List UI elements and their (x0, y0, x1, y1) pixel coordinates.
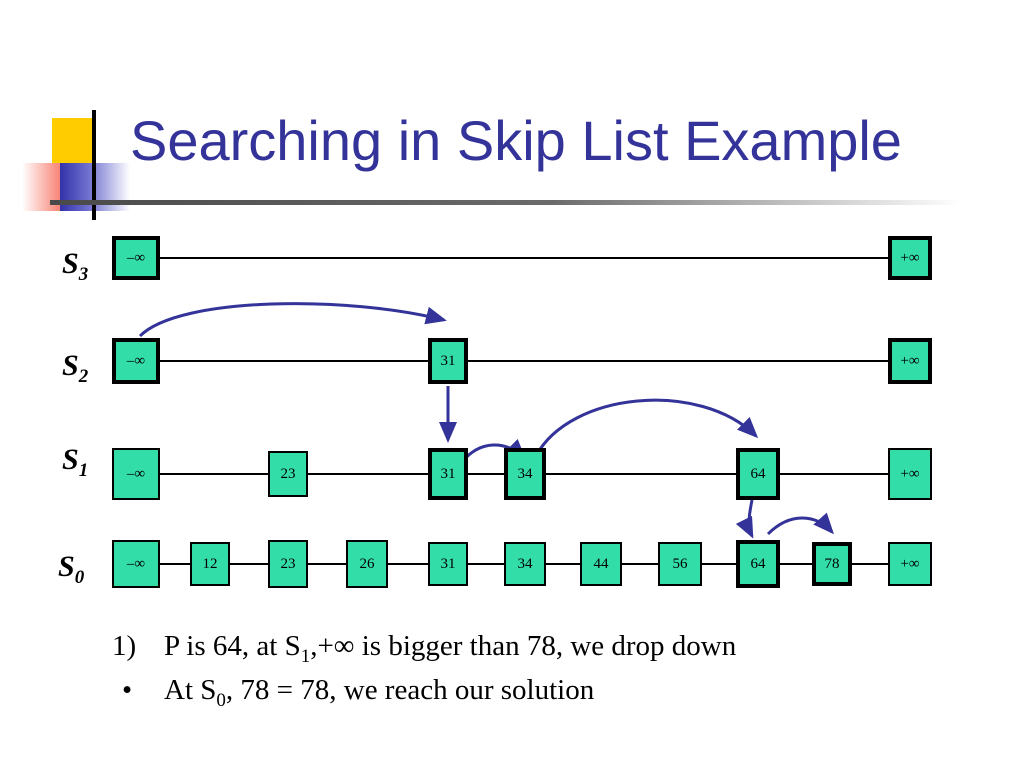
skip-node: +∞ (888, 236, 932, 280)
skip-node: –∞ (112, 338, 160, 384)
skip-node: 78 (812, 542, 852, 586)
skip-node: 26 (346, 540, 388, 588)
skip-node: 23 (268, 451, 308, 497)
skip-node: 34 (504, 542, 546, 586)
skip-node: –∞ (112, 540, 160, 588)
skip-node: 12 (190, 542, 230, 586)
skip-node: 64 (736, 540, 780, 588)
bullet-item (112, 674, 992, 712)
skip-node: +∞ (888, 448, 932, 500)
skip-node: 31 (428, 542, 468, 586)
skip-node: 31 (428, 448, 468, 500)
bullet-item (112, 630, 992, 668)
skip-node: –∞ (112, 448, 160, 500)
bullet-marker: 1) (112, 630, 137, 662)
level-label-s3: $S_3$ (62, 247, 89, 285)
skip-node: 44 (580, 542, 622, 586)
skip-node: +∞ (888, 542, 932, 586)
skip-node: +∞ (888, 338, 932, 384)
skip-node: 34 (504, 448, 546, 500)
skip-node: 64 (736, 448, 780, 500)
bullet-text: P is 64, at $S_1,+\infty$ is bigger than 78, we drop down (164, 630, 737, 667)
bullet-list (112, 630, 992, 718)
skip-node: –∞ (112, 236, 160, 280)
level-label-s0: $S_0$ (58, 550, 85, 588)
level-label-s1: $S_1$ (62, 443, 89, 481)
search-path-arrows (140, 304, 832, 536)
skip-node: 23 (268, 540, 308, 588)
bullet-marker: • (122, 673, 133, 706)
skip-node: 56 (658, 542, 702, 586)
skip-node: 31 (428, 338, 468, 384)
bullet-text: At $S_0$, 78 = 78, we reach our solution (164, 673, 595, 711)
level-label-s2: $S_2$ (62, 349, 89, 387)
page-title: Searching in Skip List Example (130, 109, 902, 172)
